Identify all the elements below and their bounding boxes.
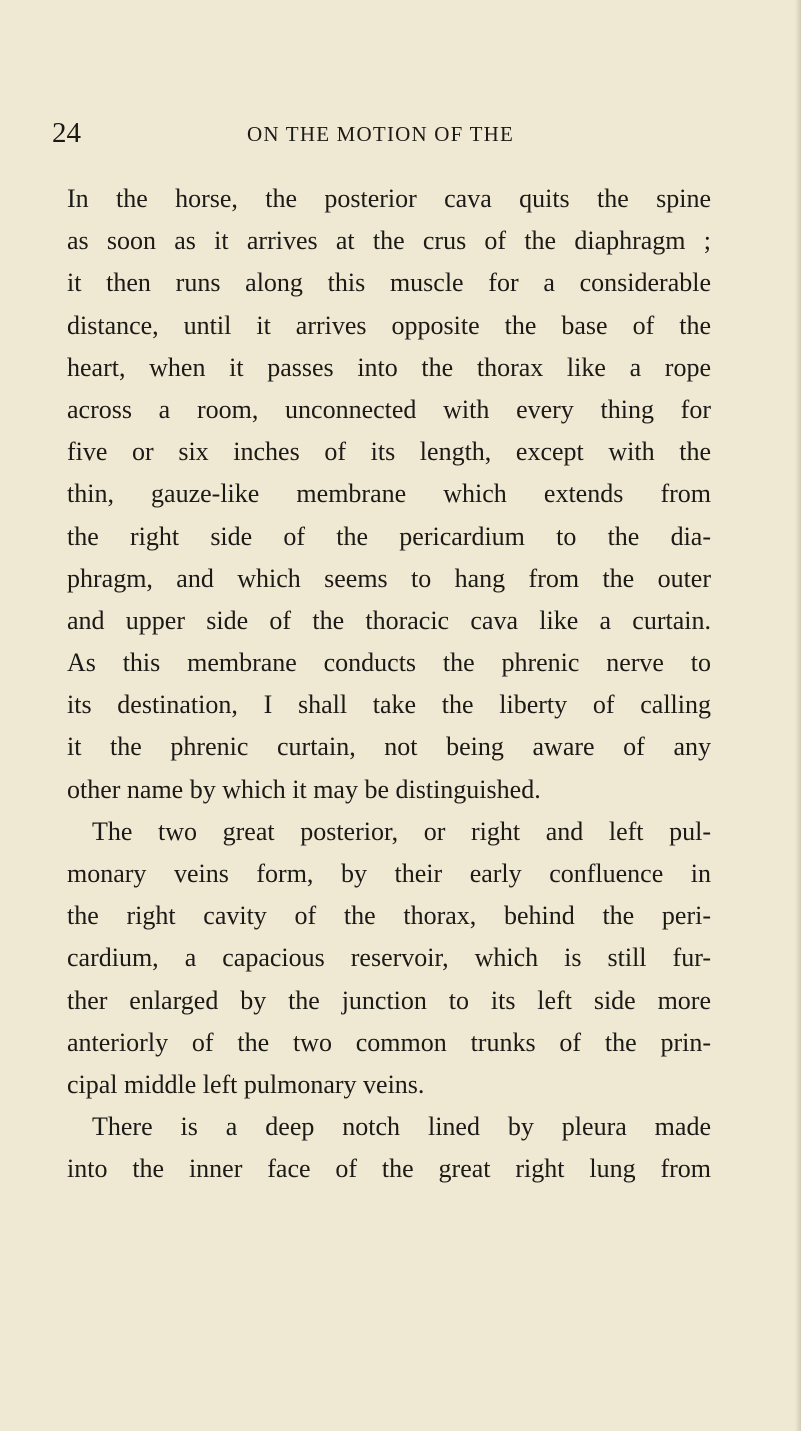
- running-title: ON THE MOTION OF THE: [247, 122, 515, 146]
- text-line: five or six inches of its length, except with the: [67, 437, 711, 467]
- text-line: In the horse, the posterior cava quits the spine: [67, 184, 711, 213]
- text-line: across a room, unconnected with every thing for: [67, 394, 711, 424]
- text-line: as soon as it arrives at the crus of the diaphragm ;: [67, 226, 711, 256]
- text-line: heart, when it passes into the thorax like a rope: [67, 352, 711, 382]
- page-number: 24: [52, 117, 81, 149]
- text-line: cardium, a capacious reservoir, which is still fur-: [67, 943, 711, 973]
- text-line: monary veins form, by their early confluence in: [67, 859, 711, 888]
- text-line: thin, gauze-like membrane which extends from: [67, 479, 711, 509]
- text-line: the right cavity of the thorax, behind the peri-: [67, 901, 711, 931]
- text-line: phragm, and which seems to hang from the outer: [67, 563, 711, 593]
- body-text: [67, 178, 711, 1191]
- text-line: other name by which it may be distinguished.: [67, 774, 541, 804]
- text-line: into the inner face of the great right lung from: [67, 1154, 711, 1184]
- text-line: its destination, I shall take the liberty of calling: [67, 690, 711, 720]
- text-line: it then runs along this muscle for a considerable: [67, 268, 711, 298]
- text-line: anteriorly of the two common trunks of the prin-: [67, 1027, 711, 1057]
- text-line: The two great posterior, or right and left pul-: [92, 816, 711, 846]
- text-line: As this membrane conducts the phrenic nerve to: [67, 648, 711, 678]
- text-line: ther enlarged by the junction to its left side more: [67, 985, 711, 1015]
- text-line: it the phrenic curtain, not being aware of any: [67, 732, 711, 762]
- running-head: [52, 118, 712, 148]
- text-line: There is a deep notch lined by pleura made: [92, 1112, 711, 1142]
- text-line: and upper side of the thoracic cava like a curtain.: [67, 605, 711, 635]
- text-line: distance, until it arrives opposite the base of the: [67, 310, 711, 340]
- page-edge-shadow: [795, 0, 801, 1431]
- text-line: cipal middle left pulmonary veins.: [67, 1069, 425, 1099]
- text-line: the right side of the pericardium to the dia-: [67, 521, 711, 551]
